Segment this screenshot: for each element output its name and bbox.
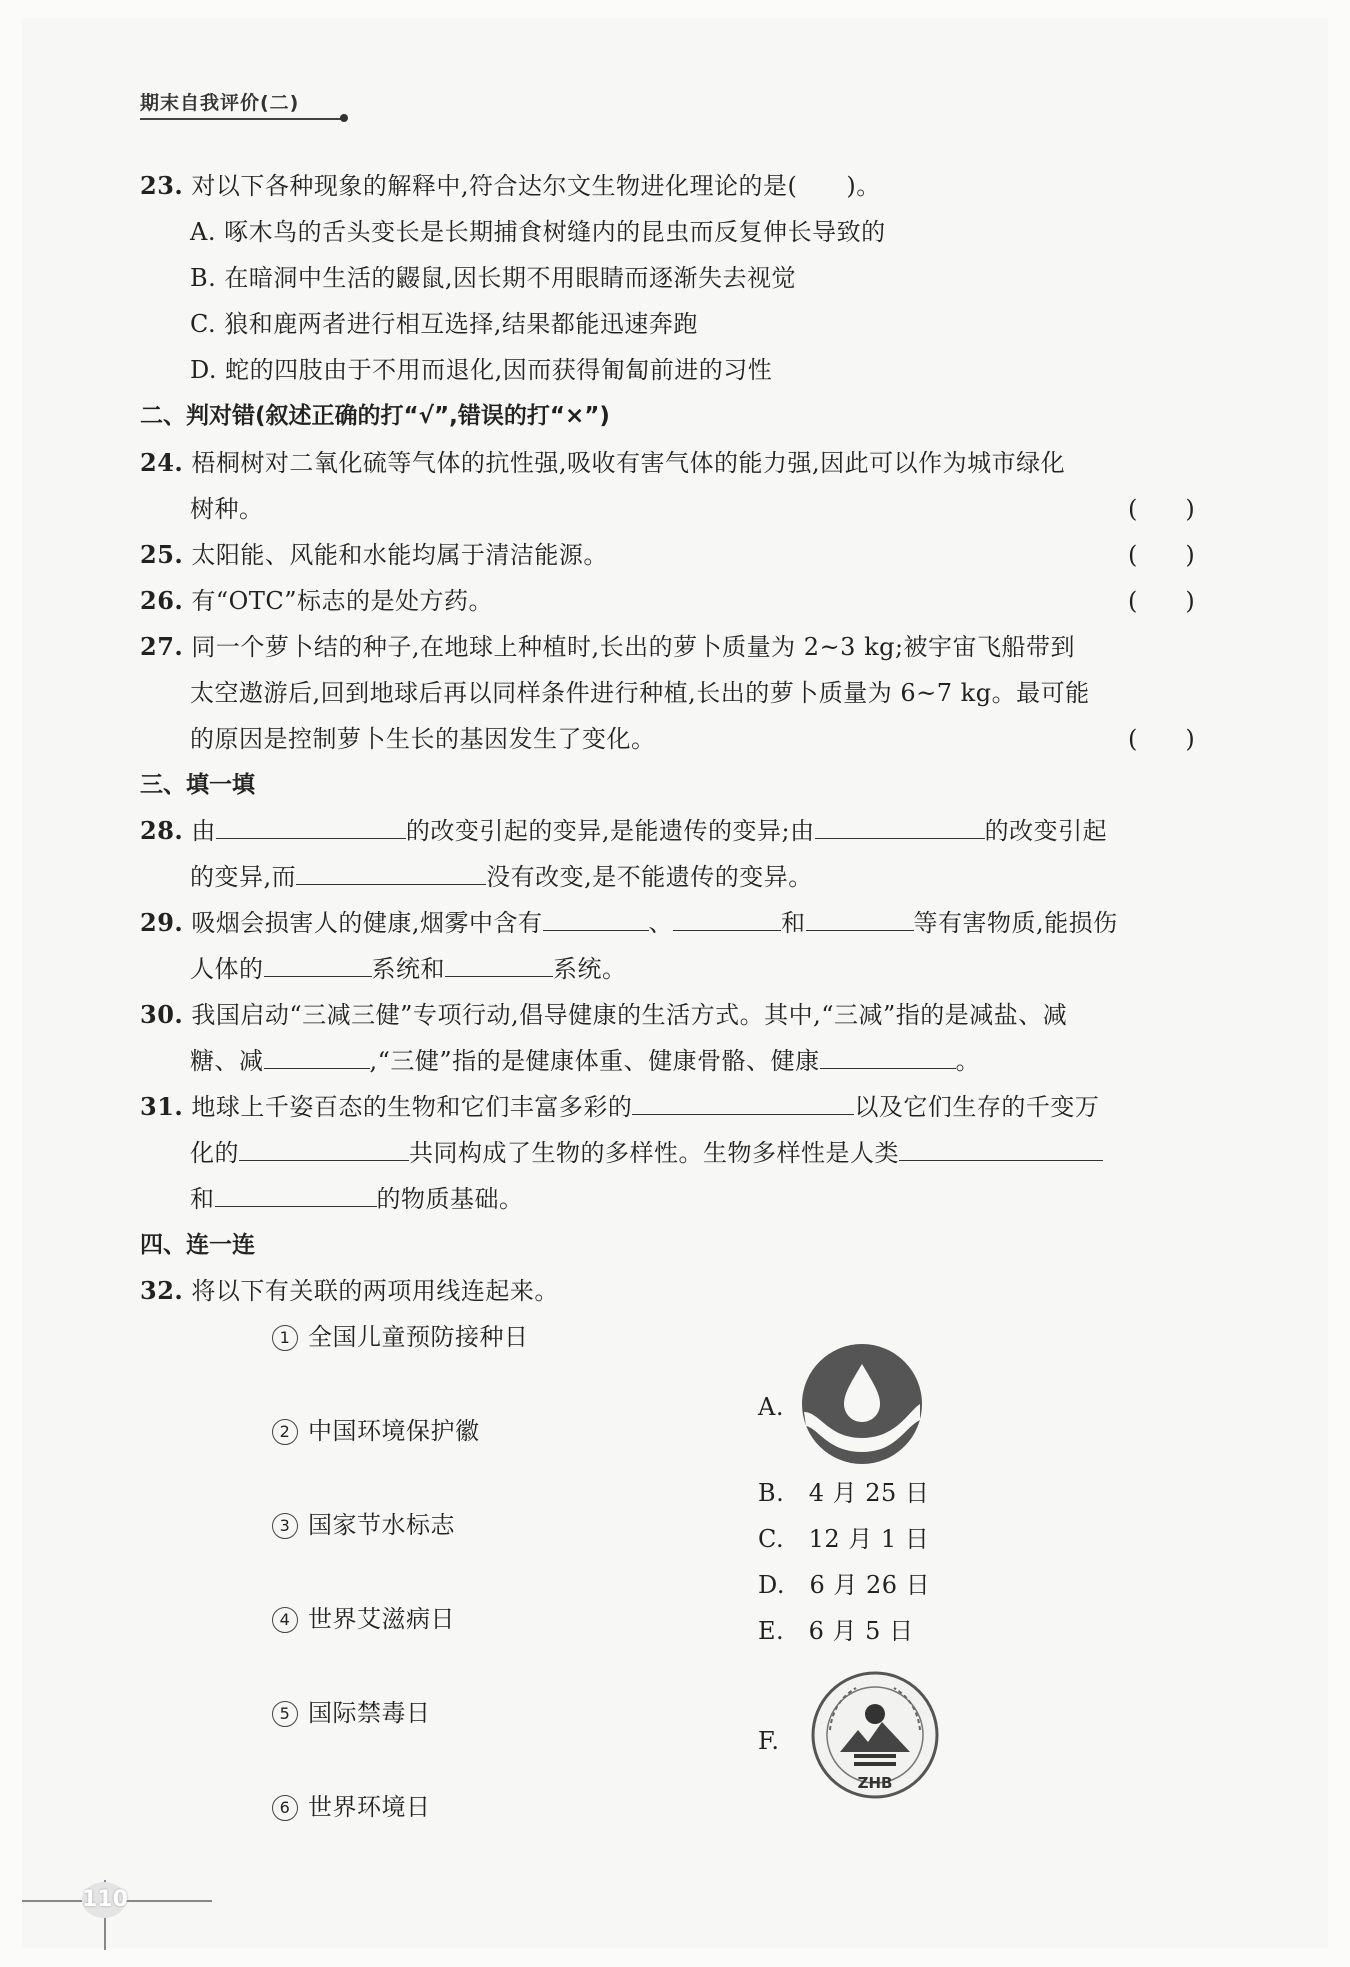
question-text: 化的 bbox=[190, 1139, 239, 1167]
question-text: 系统。 bbox=[553, 955, 627, 983]
fill-blank[interactable] bbox=[899, 1138, 1103, 1161]
question-number: 23. bbox=[140, 171, 184, 200]
question-text: 太阳能、风能和水能均属于清洁能源。 bbox=[191, 541, 608, 569]
question-text: 以及它们生存的千变万 bbox=[854, 1093, 1100, 1121]
question-number: 24. bbox=[140, 448, 184, 477]
question-text: 、 bbox=[648, 909, 674, 937]
circled-number: 5 bbox=[272, 1701, 298, 1727]
question-number: 32. bbox=[140, 1276, 184, 1305]
match-left-label: 世界艾滋病日 bbox=[308, 1605, 455, 1633]
option-a: A. 啄木鸟的舌头变长是长期捕食树缝内的昆虫而反复伸长导致的 bbox=[190, 218, 886, 246]
question-text: 梧桐树对二氧化硫等气体的抗性强,吸收有害气体的能力强,因此可以作为城市绿化 bbox=[191, 449, 1066, 477]
question-text: 。 bbox=[955, 1047, 981, 1075]
fill-blank[interactable] bbox=[543, 908, 649, 931]
question-stem: 将以下有关联的两项用线连起来。 bbox=[191, 1277, 559, 1305]
question-text: 系统和 bbox=[371, 955, 445, 983]
question-26 bbox=[140, 586, 493, 616]
question-text: 的改变引起的变异,是能遗传的变异;由 bbox=[405, 817, 815, 845]
match-right-label-f[interactable]: F. bbox=[758, 1727, 780, 1755]
question-text: 的变异,而 bbox=[190, 863, 297, 891]
question-text: 共同构成了生物的多样性。生物多样性是人类 bbox=[409, 1139, 899, 1167]
match-left-label: 中国环境保护徽 bbox=[308, 1417, 480, 1445]
match-left-item-3[interactable] bbox=[272, 1510, 455, 1540]
question-32 bbox=[140, 1276, 559, 1306]
question-29 bbox=[140, 908, 1118, 938]
match-left-item-2[interactable] bbox=[272, 1416, 480, 1446]
answer-paren[interactable]: ( ) bbox=[1128, 495, 1195, 523]
section-title-match: 四、连一连 bbox=[140, 1232, 255, 1258]
question-text: 糖、减 bbox=[190, 1047, 264, 1075]
question-number: 31. bbox=[140, 1092, 184, 1121]
match-right-label-d[interactable]: D. 6 月 26 日 bbox=[758, 1571, 931, 1599]
water-saving-logo-icon bbox=[800, 1342, 924, 1470]
section-title-judge: 二、判对错(叙述正确的打“√”,错误的打“×”) bbox=[140, 403, 610, 429]
question-text: 由 bbox=[191, 817, 216, 845]
match-left-label: 国家节水标志 bbox=[308, 1511, 455, 1539]
question-23 bbox=[140, 171, 881, 201]
question-25 bbox=[140, 540, 608, 570]
question-28-line2 bbox=[190, 862, 813, 892]
circled-number: 1 bbox=[272, 1325, 298, 1351]
match-left-label: 世界环境日 bbox=[308, 1793, 431, 1821]
question-number: 26. bbox=[140, 586, 184, 615]
question-text: 和 bbox=[781, 909, 806, 937]
question-31-line3 bbox=[190, 1184, 524, 1214]
match-left-item-4[interactable] bbox=[272, 1604, 455, 1634]
fill-blank[interactable] bbox=[673, 908, 781, 931]
question-24 bbox=[140, 448, 1065, 478]
question-31-line2 bbox=[190, 1138, 1103, 1168]
match-right-label-b[interactable]: B. 4 月 25 日 bbox=[758, 1479, 930, 1507]
question-text: 人体的 bbox=[190, 955, 264, 983]
question-stem: 对以下各种现象的解释中,符合达尔文生物进化理论的是( )。 bbox=[191, 172, 881, 200]
fill-blank[interactable] bbox=[445, 954, 553, 977]
circled-number: 4 bbox=[272, 1607, 298, 1633]
circled-number: 2 bbox=[272, 1419, 298, 1445]
question-29-line2 bbox=[190, 954, 627, 984]
match-right-label-c[interactable]: C. 12 月 1 日 bbox=[758, 1525, 930, 1553]
question-31 bbox=[140, 1092, 1099, 1122]
environmental-protection-emblem-icon bbox=[810, 1670, 940, 1804]
answer-paren[interactable]: ( ) bbox=[1128, 587, 1195, 615]
header-rule-dot bbox=[340, 114, 348, 122]
fill-blank[interactable] bbox=[264, 1046, 370, 1069]
question-number: 30. bbox=[140, 1000, 184, 1029]
header-rule bbox=[140, 118, 344, 120]
match-right-label-a[interactable]: A. bbox=[758, 1393, 784, 1421]
option-d: D. 蛇的四肢由于不用而退化,因而获得匍匐前进的习性 bbox=[190, 356, 773, 384]
question-number: 25. bbox=[140, 540, 184, 569]
question-number: 27. bbox=[140, 632, 184, 661]
question-27-line2: 太空遨游后,回到地球后再以同样条件进行种植,长出的萝卜质量为 6~7 kg。最可能 bbox=[190, 679, 1090, 707]
question-28 bbox=[140, 816, 1107, 846]
answer-paren[interactable]: ( ) bbox=[1128, 725, 1195, 753]
circled-number: 6 bbox=[272, 1795, 298, 1821]
match-left-label: 国际禁毒日 bbox=[308, 1699, 431, 1727]
question-text: 地球上千姿百态的生物和它们丰富多彩的 bbox=[191, 1093, 633, 1121]
fill-blank[interactable] bbox=[806, 908, 914, 931]
fill-blank[interactable] bbox=[632, 1092, 854, 1115]
option-b: B. 在暗洞中生活的鼹鼠,因长期不用眼睛而逐渐失去视觉 bbox=[190, 264, 797, 292]
circled-number: 3 bbox=[272, 1513, 298, 1539]
question-text: 的物质基础。 bbox=[376, 1185, 524, 1213]
question-text: 我国启动“三减三健”专项行动,倡导健康的生活方式。其中,“三减”指的是减盐、减 bbox=[191, 1001, 1068, 1029]
question-text: 等有害物质,能损伤 bbox=[913, 909, 1118, 937]
question-text: 和 bbox=[190, 1185, 215, 1213]
match-left-item-5[interactable] bbox=[272, 1698, 431, 1728]
question-text: 没有改变,是不能遗传的变异。 bbox=[486, 863, 813, 891]
question-number: 29. bbox=[140, 908, 184, 937]
question-27 bbox=[140, 632, 1075, 662]
question-text: 有“OTC”标志的是处方药。 bbox=[191, 587, 493, 615]
page-header-title: 期末自我评价(二) bbox=[140, 92, 300, 114]
fill-blank[interactable] bbox=[239, 1138, 409, 1161]
question-text: 的改变引起 bbox=[984, 817, 1108, 845]
fill-blank[interactable] bbox=[264, 954, 372, 977]
match-right-label-e[interactable]: E. 6 月 5 日 bbox=[758, 1617, 914, 1645]
question-text: 吸烟会损害人的健康,烟雾中含有 bbox=[191, 909, 543, 937]
question-number: 28. bbox=[140, 816, 184, 845]
answer-paren[interactable]: ( ) bbox=[1128, 541, 1195, 569]
question-text: 同一个萝卜结的种子,在地球上种植时,长出的萝卜质量为 2~3 kg;被宇宙飞船带到 bbox=[191, 633, 1076, 661]
page-number: 110 bbox=[82, 1882, 126, 1918]
match-left-item-1[interactable] bbox=[272, 1322, 529, 1352]
match-left-label: 全国儿童预防接种日 bbox=[308, 1323, 529, 1351]
question-30-line2 bbox=[190, 1046, 980, 1076]
match-left-item-6[interactable] bbox=[272, 1792, 431, 1822]
fill-blank[interactable] bbox=[820, 1046, 956, 1069]
fill-blank[interactable] bbox=[215, 1184, 377, 1207]
option-c: C. 狼和鹿两者进行相互选择,结果都能迅速奔跑 bbox=[190, 310, 698, 338]
fill-blank[interactable] bbox=[815, 816, 985, 839]
question-24-line2: 树种。 bbox=[190, 495, 264, 523]
emblem-text: ZHB bbox=[857, 1774, 893, 1792]
question-27-line3: 的原因是控制萝卜生长的基因发生了变化。 bbox=[190, 725, 656, 753]
question-30 bbox=[140, 1000, 1067, 1030]
question-text: ,“三健”指的是健康体重、健康骨骼、健康 bbox=[369, 1047, 820, 1075]
fill-blank[interactable] bbox=[296, 862, 486, 885]
section-title-fill: 三、填一填 bbox=[140, 772, 255, 798]
fill-blank[interactable] bbox=[216, 816, 406, 839]
